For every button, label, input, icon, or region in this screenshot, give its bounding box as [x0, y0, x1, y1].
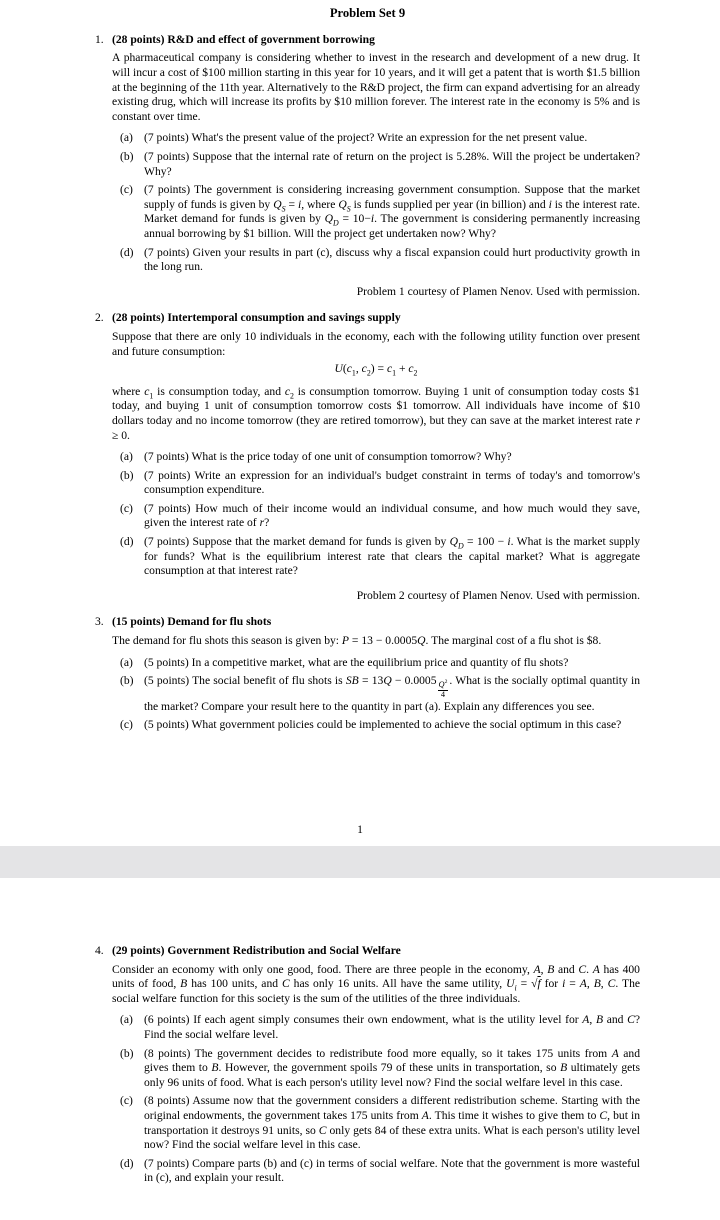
- part-text: (7 points) Write an expression for an individual's budget constraint in terms of today's and tomorrow's consumption expenditure.: [144, 468, 640, 497]
- problem-2-part-a: [120, 450, 640, 465]
- problem-2-part-c: [120, 502, 640, 531]
- page-separator: [0, 846, 720, 878]
- part-label: (b): [120, 150, 134, 164]
- part-text: (7 points) What's the present value of the project? Write an expression for the net present value.: [144, 131, 588, 145]
- problem-4-number: 4.: [95, 944, 104, 957]
- part-label: (a): [120, 655, 133, 669]
- problem-1-body: [112, 51, 640, 299]
- problem-2-equation: $U(c_1$, $c_2) = c_1 + c_2$: [334, 362, 418, 378]
- problem-4: [95, 944, 640, 1186]
- problem-3: [95, 615, 640, 732]
- problem-2-intro: Suppose that there are only 10 individuals in the economy, each with the following utility function over present and future consumption:: [112, 329, 640, 358]
- problem-4-part-d: [120, 1157, 640, 1186]
- problem-3-part-c: [120, 718, 640, 733]
- part-label: (a): [120, 131, 133, 145]
- part-label: (a): [120, 450, 133, 464]
- part-text: (5 points) What government policies could be implemented to achieve the social optimum in this case?: [144, 718, 622, 732]
- problem-3-intro: The demand for flu shots this season is given by: P = 13 − 0.0005Q. The marginal cost of a flu shot is $8.: [112, 634, 602, 648]
- problem-1-credit: Problem 1 courtesy of Plamen Nenov. Used with permission.: [356, 284, 640, 298]
- part-text: (5 points) In a competitive market, what are the equilibrium price and quantity of flu shots?: [144, 655, 569, 669]
- problem-4-intro: Consider an economy with only one good, food. There are three people in the economy, A, B and C. A has 400 units of food, B has 100 units, and C has only 16 units. All have the same utility, $U_i = √f$ for i = A, B, C. The social welfare function for this society is the sum of the utilities of the three individuals.: [112, 962, 641, 1005]
- part-label: (b): [120, 1046, 134, 1060]
- problem-2-number: 2.: [95, 311, 104, 325]
- problem-3-body: [112, 634, 640, 733]
- problem-4-part-a: [120, 1013, 640, 1042]
- problem-3-part-b: [120, 674, 640, 714]
- problem-1-part-c: [120, 183, 640, 241]
- problem-2-credit: Problem 2 courtesy of Plamen Nenov. Used with permission.: [356, 588, 640, 602]
- part-label: (a): [120, 1013, 133, 1027]
- part-text: (7 points) Given your results in part (c), discuss why a fiscal expansion could hurt productivity growth in the long run.: [144, 245, 640, 274]
- page-1-number: 1: [357, 823, 363, 837]
- problem-4-heading: (29 points) Government Redistribution and Social Welfare: [112, 944, 401, 957]
- part-label: (c): [120, 1094, 133, 1108]
- problem-3-number: 3.: [95, 615, 104, 629]
- problem-2-intro2: where $c_1$ is consumption today, and $c_2$ is consumption tomorrow. Buying 1 unit of consumption today costs $1 today, and buying 1 unit of consumption tomorrow costs $1 tomorrow. All individuals have income of $10 dollars today and no income tomorrow (they are retired tomorrow), but they can save at the market interest rate r ≥ 0.: [112, 384, 640, 442]
- problem-2-body: [112, 330, 640, 604]
- problem-4-heading-row: [95, 944, 640, 959]
- part-text: (6 points) If each agent simply consumes their own endowment, what is the utility level for A, B and C? Find the social welfare level.: [144, 1013, 640, 1041]
- problem-2-heading-row: [95, 311, 640, 326]
- problem-4-part-c: [120, 1094, 640, 1152]
- part-text: (7 points) Suppose that the internal rate of return on the project is 5.28%. Will the project be undertaken? Why?: [144, 150, 640, 178]
- problem-2: [95, 311, 640, 603]
- page-2: [0, 878, 720, 1220]
- part-label: (d): [120, 535, 134, 549]
- problem-1-part-a: [120, 131, 640, 146]
- problem-3-part-a: [120, 656, 640, 671]
- problem-4-body: [112, 963, 640, 1186]
- problem-1-heading-row: [95, 33, 640, 48]
- problem-3-heading-row: [95, 615, 640, 630]
- problem-1-intro: A pharmaceutical company is considering whether to invest in the research and development of a new drug. It will incur a cost of $100 million starting in this year for 10 years, and it will get a patent that is worth $1.5 billion at the beginning of the 11th year. Alternatively to the R&D project, the firm can expand advertising for an already existing drug, which will increase its profits by $10 million forever. The interest rate in the economy is 5% and is constant over time.: [112, 51, 640, 123]
- part-text: (5 points) The social benefit of flu shots is SB = 13Q − 0.0005 $\frac{Q^2}{4}$ . What is the socially optimal quantity in the market? Compare your result here to the quantity in part (a). Explain any differences you see.: [144, 674, 641, 713]
- part-text: (7 points) Suppose that the market demand for funds is given by $Q_D = 100 - i$. What is the market supply for funds? What is the equilibrium interest rate that clears the capital market? What is aggregate consumption at that interest rate?: [144, 535, 640, 578]
- part-text: (7 points) What is the price today of one unit of consumption tomorrow? Why?: [144, 450, 512, 464]
- part-label: (d): [120, 245, 134, 259]
- part-text: (8 points) The government decides to redistribute food more equally, so it takes 175 units from A and gives them to B. However, the government spoils 79 of these units in transportation, so B ultimately gets only 96 units of food. What is each person's utility level now? Find the social welfare level in this case.: [144, 1046, 640, 1089]
- part-label: (b): [120, 674, 134, 688]
- problem-2-part-d: [120, 535, 640, 579]
- part-label: (d): [120, 1156, 134, 1170]
- problem-2-part-b: [120, 469, 640, 498]
- part-text: (7 points) How much of their income would an individual consume, and how much would they save, given the interest rate of r?: [144, 501, 640, 530]
- problem-1-part-d: [120, 246, 640, 275]
- part-label: (c): [120, 718, 133, 732]
- part-text: (8 points) Assume now that the government considers a different redistribution scheme. Starting with the original endowments, the government takes 175 units from A. This time it wishes to give them to C, but in transportation it destroys 91 units, so C only gets 84 of these extra units. What is each person's utility level now? Find the social welfare level in this case.: [144, 1094, 640, 1152]
- document-title: Problem Set 9: [329, 6, 406, 20]
- problem-1-part-b: [120, 150, 640, 179]
- part-text: (7 points) The government is considering increasing government consumption. Suppose that the market supply of funds is given by $Q_S = i$, where $Q_S$ is funds supplied per year (in billion) and i is the interest rate. Market demand for funds is given by $Q_D = 10-i$. The government is considering permanently increasing annual borrowing by $1 billion. Will the project get undertaken now? Why?: [144, 183, 640, 240]
- problem-3-heading: (15 points) Demand for flu shots: [112, 615, 272, 629]
- problem-4-part-b: [120, 1047, 640, 1091]
- part-label: (c): [120, 501, 133, 515]
- part-text: (7 points) Compare parts (b) and (c) in terms of social welfare. Note that the government is more wasteful in (c), and explain your result.: [144, 1156, 640, 1185]
- problem-1-number: 1.: [95, 32, 104, 46]
- problem-2-heading: (28 points) Intertemporal consumption and savings supply: [112, 311, 401, 325]
- part-label: (c): [120, 183, 133, 197]
- problem-1: [95, 33, 640, 300]
- problem-1-heading: (28 points) R&D and effect of government borrowing: [112, 32, 375, 46]
- part-label: (b): [120, 468, 134, 482]
